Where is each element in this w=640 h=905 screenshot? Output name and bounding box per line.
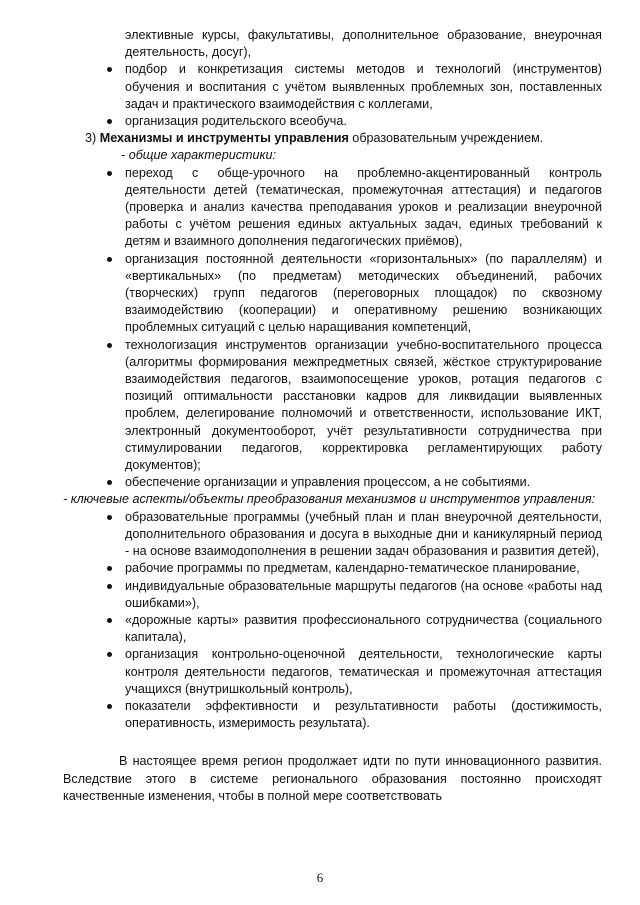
list-item: обеспечение организации и управления процессом, а не событиями. (113, 474, 602, 491)
subheading-key-aspects: - ключевые аспекты/объекты преобразования механизмов и инструментов управления: (63, 492, 596, 507)
list-item: организация родительского всеобуча. (113, 113, 602, 130)
page-number: 6 (316, 870, 324, 885)
list-item: показатели эффективности и результативности работы (достижимость, оперативность, измеримость результата). (113, 698, 602, 732)
bullet-list-key-aspects (113, 509, 602, 733)
section-title: Механизмы и инструменты управления (99, 131, 349, 146)
bullet-list-methods (113, 61, 602, 130)
section-number: 3) (85, 131, 97, 146)
list-item: организация контрольно-оценочной деятельности, технологические карты контроля деятельности педагогов, тематическая и промежуточная аттестация учащихся (внутришкольный контроль), (113, 646, 602, 698)
bullet-list-general (113, 165, 602, 492)
list-item: «дорожные карты» развития профессионального сотрудничества (социального капитала), (113, 612, 602, 646)
list-item: рабочие программы по предметам, календарно-тематическое планирование, (113, 560, 602, 577)
section-title-rest: образовательным учреждением. (348, 131, 544, 146)
subheading-general: - общие характеристики: (121, 148, 277, 163)
list-item: подбор и конкретизация системы методов и технологий (инструментов) обучения и воспитания с учётом выявленных проблемных зон, поставленных задач и практического взаимодействия с коллегами, (113, 61, 602, 113)
list-item: организация постоянной деятельности «горизонтальных» (по параллелям) и «вертикальных» (по предметам) методических объединений, рабочих (творческих) групп педагогов (переговорных площадок) по сквозному взаимодействию (кооперации) и оперативному решению возникающих проблемных ситуаций с целью наращивания компетенций, (113, 251, 602, 337)
list-item: образовательные программы (учебный план и план внеурочной деятельности, дополнительного образования и досуга в выходные дни и каникулярный период - на основе взаимодополнения в решении задач образования и развития детей), (113, 509, 602, 561)
section-heading (85, 130, 602, 147)
list-item: индивидуальные образовательные маршруты педагогов (на основе «работы над ошибками»), (113, 578, 602, 612)
continuation-text: элективные курсы, факультативы, дополнительное образование, внеурочная деятельность, досуг), (125, 28, 602, 60)
closing-paragraph: В настоящее время регион продолжает идти по пути инновационного развития. Вследствие этого в системе регионального образования постоянно происходят качественные изменения, чтобы в полной мере соответствовать (63, 754, 602, 803)
list-item: технологизация инструментов организации учебно-воспитательного процесса (алгоритмы формирования межпредметных связей, жёсткое структурирование взаимодействия педагогов, взаимопосещение уроков, ротация педагогов с позиций оптимальности расстановки кадров для ликвидации выявленных проблем, делегирование полномочий и ответственности, использование ИКТ, электронный документооборот, учёт результативности сотрудничества при стимулировании педагогов, корректировка регламентирующих работу документов); (113, 337, 602, 475)
list-item: переход с обще-урочного на проблемно-акцентированный контроль деятельности детей (тематическая, промежуточная аттестация) и педагогов (проверка и анализ качества преподавания уроков и реализации внеурочной работы с учётом решения единых актуальных задач, единых требований к детям и взаимного дополнения педагогических приёмов), (113, 165, 602, 251)
